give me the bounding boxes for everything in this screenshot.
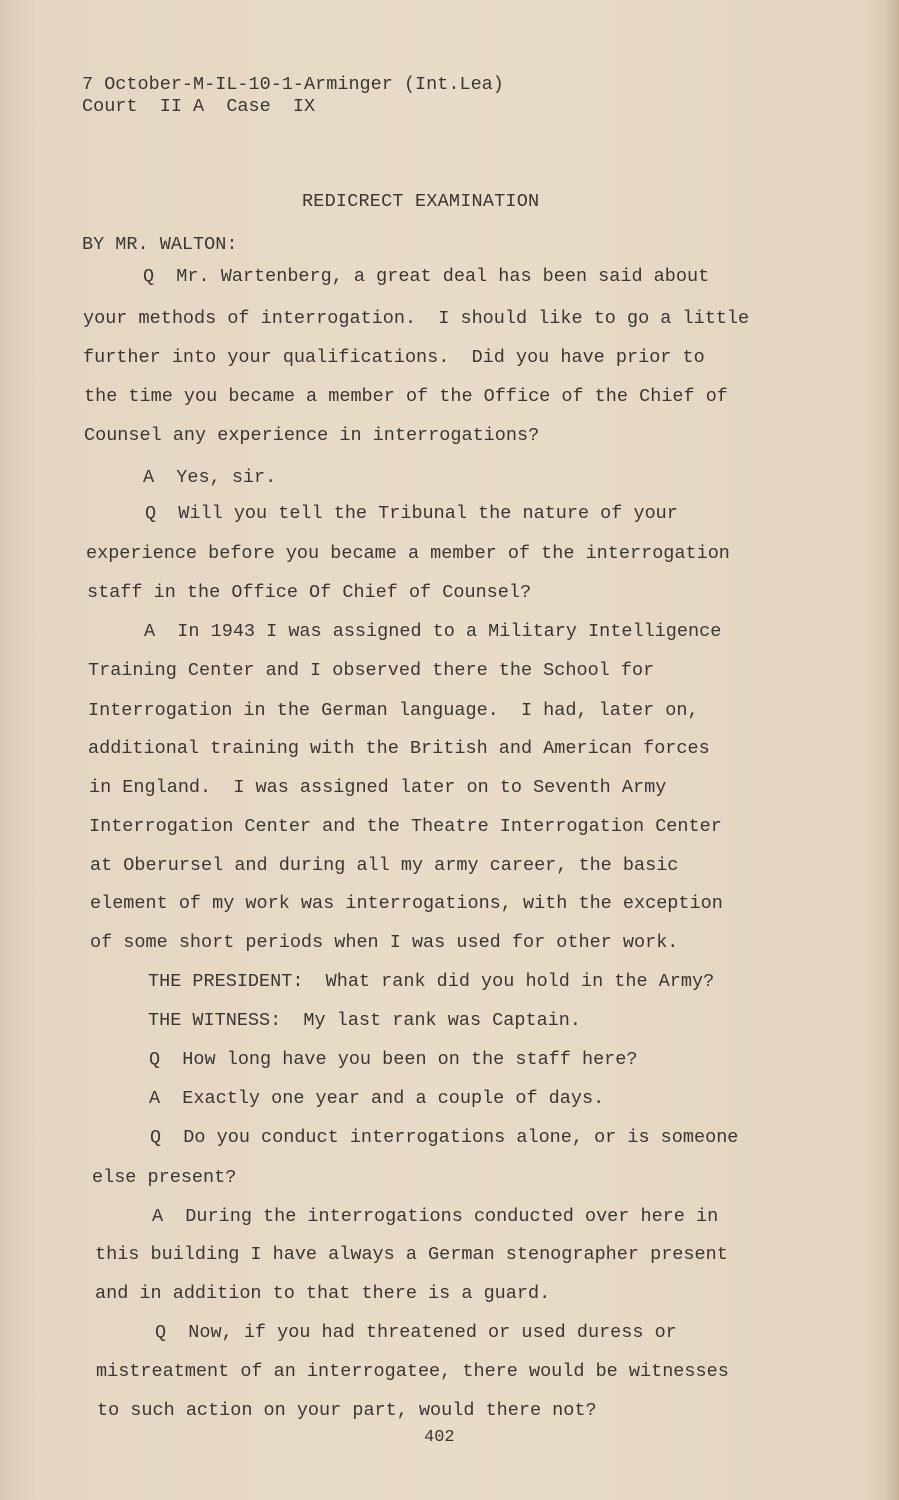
text-line: Q Now, if you had threatened or used duress or <box>155 1322 677 1343</box>
page-edge-shadow <box>885 0 899 1500</box>
page-number: 402 <box>424 1428 455 1447</box>
text-line: Q Do you conduct interrogations alone, or is someone <box>150 1127 739 1148</box>
text-line: in England. I was assigned later on to Seventh Army <box>89 777 667 798</box>
document-header <box>82 74 504 118</box>
text-line: your methods of interrogation. I should like to go a little <box>83 308 750 329</box>
text-line: Q How long have you been on the staff here? <box>149 1049 638 1070</box>
text-line: element of my work was interrogations, with the exception <box>90 893 723 914</box>
text-line: experience before you became a member of the interrogation <box>86 543 730 564</box>
text-line: mistreatment of an interrogatee, there would be witnesses <box>96 1361 729 1382</box>
text-line: A During the interrogations conducted over here in <box>152 1206 719 1227</box>
text-line: of some short periods when I was used for other work. <box>90 932 679 953</box>
text-line: A Yes, sir. <box>143 467 277 488</box>
text-line: further into your qualifications. Did you have prior to <box>83 347 705 368</box>
text-line: Q Will you tell the Tribunal the nature of your <box>145 503 678 524</box>
text-line: and in addition to that there is a guard. <box>95 1283 551 1304</box>
text-line: this building I have always a German stenographer present <box>95 1244 728 1265</box>
header-line-1: 7 October-M-IL-10-1-Arminger (Int.Lea) <box>82 74 504 95</box>
text-line: staff in the Office Of Chief of Counsel? <box>87 582 532 603</box>
text-line: Interrogation Center and the Theatre Interrogation Center <box>89 816 722 837</box>
text-line: at Oberursel and during all my army career, the basic <box>90 855 679 876</box>
text-line: THE WITNESS: My last rank was Captain. <box>148 1010 581 1031</box>
text-line: A In 1943 I was assigned to a Military Intelligence <box>144 621 722 642</box>
text-line: the time you became a member of the Office of the Chief of <box>84 386 728 407</box>
header-line-2: Court II A Case IX <box>82 96 316 117</box>
section-title: REDICRECT EXAMINATION <box>302 191 540 212</box>
text-line: additional training with the British and American forces <box>88 738 710 759</box>
text-line: Interrogation in the German language. I had, later on, <box>88 700 699 721</box>
text-line: Training Center and I observed there the School for <box>88 660 655 681</box>
text-line: Q Mr. Wartenberg, a great deal has been said about <box>143 266 710 287</box>
text-line: Counsel any experience in interrogations? <box>84 425 540 446</box>
text-line: to such action on your part, would there not? <box>97 1400 597 1421</box>
text-line: THE PRESIDENT: What rank did you hold in the Army? <box>148 971 715 992</box>
text-line: else present? <box>92 1167 237 1188</box>
examiner-line: BY MR. WALTON: <box>82 234 238 255</box>
text-line: A Exactly one year and a couple of days. <box>149 1088 605 1109</box>
